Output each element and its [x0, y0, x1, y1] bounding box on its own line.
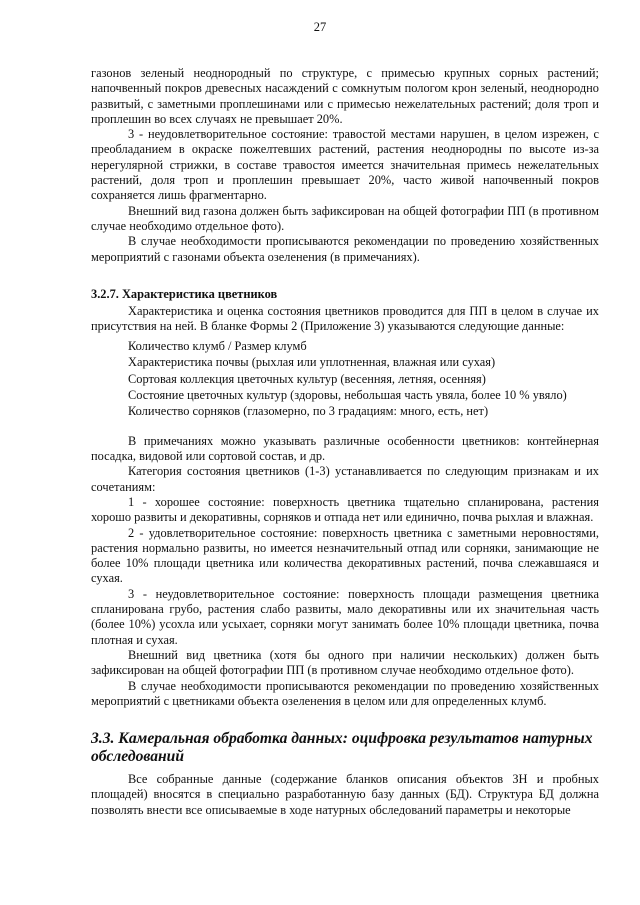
page-number: 27: [313, 20, 327, 34]
paragraph-flowerbeds-category: Категория состояния цветников (1-3) устанавливается по следующим признакам и их сочетаниям:: [91, 464, 599, 494]
paragraph-lawn-recommendations: В случае необходимости прописываются рекомендации по проведению хозяйственных мероприятий с газонами объекта озеленения (в примечаниях).: [91, 234, 599, 264]
paragraph-lawn-photo: Внешний вид газона должен быть зафиксирован на общей фотографии ПП (в противном случае необходимо отдельное фото).: [91, 203, 599, 233]
paragraph-flowerbeds-intro: Характеристика и оценка состояния цветников проводится для ПП в целом в случае их присутствия на ней. В бланке Формы 2 (Приложение 3) указываются следующие данные:: [91, 304, 599, 334]
section-heading-3-2-7: 3.2.7. Характеристика цветников: [91, 286, 278, 301]
list-item: Количество клумб / Размер клумб: [128, 338, 307, 353]
paragraph-flowerbeds-category-2: 2 - удовлетворительное состояние: поверхность цветника с заметными неровностями, растения нормально развиты, но имеется незначительный отпад или сорняки, занимающие не более 10% площади цветника или количества декоративных растений, почва слежавшаяся и сухая.: [91, 525, 599, 586]
page-content: [91, 66, 599, 818]
paragraph-lawn-category-3: 3 - неудовлетворительное состояние: травостой местами нарушен, в целом изрежен, с преобладанием в окраске пожелтевших растений, растения неоднородны по высоте из-за нерегулярной стрижки, в составе травостоя имеется значительная примесь нежелательных растений, доля троп и проплешин превышает 20%, часто живой напочвенный покров сохраняется лишь фрагментарно.: [91, 127, 599, 203]
flowerbed-data-list: [91, 338, 599, 420]
paragraph-flowerbeds-category-3: 3 - неудовлетворительное состояние: поверхность площади размещения цветника спланирована грубо, растения слабо развиты, мало декоративны или их значительная часть (более 10%) усохла или усыхает, сорняки могут занимать более 10% площади цветника, почва плотная и сухая.: [91, 586, 599, 647]
paragraph-flowerbeds-notes: В примечаниях можно указывать различные особенности цветников: контейнерная посадка, видовой или сортовой состав, и др.: [91, 433, 599, 464]
list-item: Количество сорняков (глазомерно, по 3 градациям: много, есть, нет): [128, 404, 489, 419]
list-item: Сортовая коллекция цветочных культур (весенняя, летняя, осенняя): [128, 371, 486, 386]
paragraph-database: Все собранные данные (содержание бланков описания объектов ЗН и пробных площадей) вносятся в специально разработанную базу данных (БД). Структура БД должна позволять внести все описываемые в ходе натурных обследований параметры и некоторые: [91, 772, 599, 817]
list-item: Характеристика почвы (рыхлая или уплотненная, влажная или сухая): [128, 355, 496, 370]
section-heading-3-3: 3.3. Камеральная обработка данных: оцифровка результатов натурных обследований: [91, 730, 593, 766]
paragraph-lawn-continuation: газонов зеленый неоднородный по структуре, с примесью крупных сорных растений; напочвенный покров древесных насаждений с сомкнутым пологом крон зеленый, неоднородно развитый, с заметными проплешинами или с примесью нежелательных растений; доля троп и проплешин во всех случаях не превышает 20%.: [91, 66, 599, 126]
paragraph-flowerbeds-recommendations: В случае необходимости прописываются рекомендации по проведению хозяйственных мероприятий с цветниками объекта озеленения в целом или для определенных клумб.: [91, 678, 599, 708]
list-item: Состояние цветочных культур (здоровы, небольшая часть увяла, более 10 % увяло): [128, 387, 567, 402]
paragraph-flowerbeds-category-1: 1 - хорошее состояние: поверхность цветника тщательно спланирована, растения хорошо развиты и декоративны, сорняков и отпада нет или единично, почва рыхлая и влажная.: [91, 494, 599, 525]
paragraph-flowerbeds-photo: Внешний вид цветника (хотя бы одного при наличии нескольких) должен быть зафиксирован на общей фотографии ПП (в противном случае необходимо отдельное фото).: [91, 647, 599, 678]
